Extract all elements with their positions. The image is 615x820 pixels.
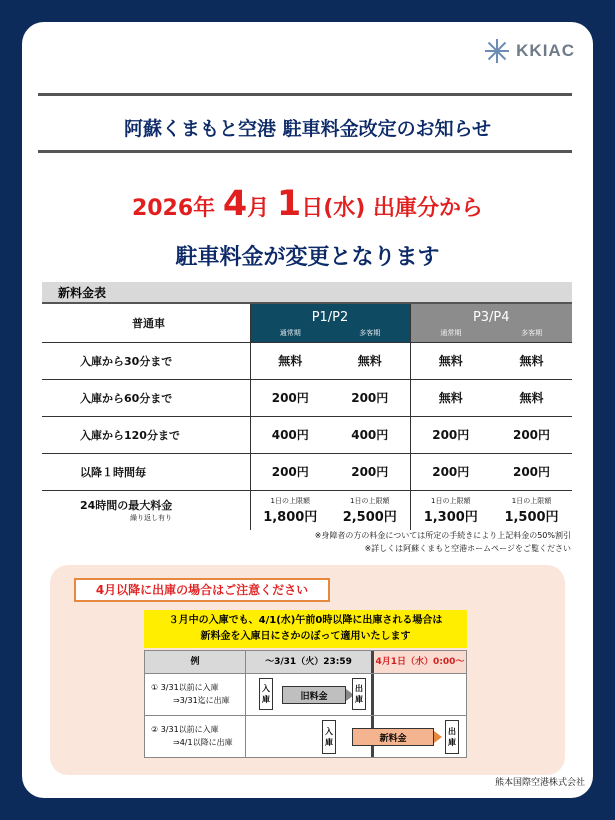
max-value: 1,500円: [504, 509, 559, 525]
fee-cell: [250, 490, 330, 530]
row-label: 以降１時間毎: [42, 453, 250, 490]
example-diagram: [144, 650, 467, 758]
section-label: [42, 282, 572, 304]
table-row-max: [42, 490, 572, 530]
divider: [245, 651, 246, 757]
logo-text: KKIAC: [516, 41, 575, 60]
fee-table: [42, 304, 572, 530]
footnote: ※身障者の方の料金については所定の手続きにより上記料金の50%割引: [314, 531, 571, 540]
company-name: 熊本国際空港株式会社: [494, 778, 585, 788]
max-caption: 1日の上限額: [511, 496, 552, 505]
fee-cell: 無料: [410, 342, 491, 379]
fee-cell: 無料: [491, 342, 572, 379]
headline-day-num: 1: [276, 184, 302, 224]
example-row-2-text: [151, 723, 233, 749]
new-fee-bar: 新料金: [352, 728, 434, 746]
fee-cell: [491, 490, 572, 530]
group-sub: 多客期: [521, 328, 543, 337]
yellow-line: 新料金を入庫日にさかのぼって適用いたします: [200, 631, 411, 642]
fee-cell: 200円: [491, 416, 572, 453]
top-rule: [38, 93, 572, 96]
group-header-p34: [410, 304, 572, 342]
example-header-before: ～3/31（火）23:59: [246, 651, 371, 673]
headline-month-unit: 月: [247, 196, 270, 221]
row-label: 入庫から120分まで: [42, 416, 250, 453]
divider: [145, 715, 466, 716]
fee-cell: 無料: [491, 379, 572, 416]
fee-cell: 200円: [410, 416, 491, 453]
row-num: ①: [151, 683, 159, 692]
max-value: 2,500円: [342, 509, 397, 525]
max-label: 24時間の最大料金: [80, 499, 173, 513]
max-value: 1,300円: [423, 509, 478, 525]
fee-cell: 200円: [250, 453, 330, 490]
headline-month-num: 4: [222, 184, 248, 224]
example-header-after: 4月1日（水）0:00～: [374, 651, 466, 673]
fee-cell: 200円: [250, 379, 330, 416]
group-name: P1/P2: [311, 309, 349, 325]
headline-day-unit: 日(水): [301, 196, 366, 221]
fee-cell: 無料: [250, 342, 330, 379]
row-label: 入庫から60分まで: [42, 379, 250, 416]
footnotes: [315, 529, 571, 555]
group-name: P3/P4: [472, 309, 510, 325]
entry-box: 入庫: [322, 720, 336, 754]
fee-cell: [330, 490, 410, 530]
fee-cell: 無料: [330, 342, 410, 379]
row-num: ②: [151, 725, 159, 734]
table-row: [42, 342, 572, 379]
exit-box: 出庫: [352, 678, 366, 710]
table-row: [42, 453, 572, 490]
fee-cell: 200円: [410, 453, 491, 490]
fee-cell: 200円: [330, 379, 410, 416]
fee-cell: 200円: [330, 453, 410, 490]
example-header-label: 例: [145, 651, 245, 673]
notice-title: 阿蘇くまもと空港 駐車料金改定のお知らせ: [123, 118, 492, 140]
headline-suffix: 出庫分から: [373, 196, 484, 221]
footnote: ※詳しくは阿蘇くまもと空港ホームページをご覧ください: [364, 544, 571, 553]
table-row: [42, 416, 572, 453]
max-value: 1,800円: [263, 509, 318, 525]
snowflake-icon: [484, 38, 510, 64]
divider: [145, 673, 466, 674]
fee-cell: 200円: [491, 453, 572, 490]
section-label-text: 新料金表: [58, 286, 107, 300]
row-line1: 3/31以前に入庫: [160, 683, 219, 692]
table-row: [42, 379, 572, 416]
fee-cell: [410, 490, 491, 530]
attention-title: 4月以降に出庫の場合はご注意ください: [74, 578, 330, 602]
bottom-rule: [38, 150, 572, 153]
max-sublabel: 繰り返し有り: [130, 514, 172, 523]
group-sub: 多客期: [359, 328, 381, 337]
example-row-1-text: [151, 681, 230, 707]
headline: [0, 184, 615, 224]
row-line2: ⇒3/31迄に出庫: [173, 696, 230, 705]
exit-box: 出庫: [445, 720, 459, 754]
row-label: 入庫から30分まで: [42, 342, 250, 379]
row-label: [42, 490, 250, 530]
max-caption: 1日の上限額: [270, 496, 310, 505]
row-line2: ⇒4/1以降に出庫: [173, 738, 233, 747]
logo: [484, 38, 575, 64]
subline: 駐車料金が変更となります: [175, 245, 440, 270]
max-caption: 1日の上限額: [350, 496, 390, 505]
fee-cell: 400円: [330, 416, 410, 453]
yellow-line: ３月中の入庫でも、4/1(水)午前0時以降に出庫される場合は: [168, 615, 443, 626]
table-header-row: [42, 304, 572, 342]
fee-cell: 400円: [250, 416, 330, 453]
table-corner: 普通車: [42, 304, 250, 342]
entry-box: 入庫: [259, 678, 273, 710]
old-fee-bar: 旧料金: [282, 686, 346, 704]
max-caption: 1日の上限額: [431, 496, 471, 505]
headline-year: 2026年: [131, 196, 216, 221]
row-line1: 3/31以前に入庫: [160, 725, 219, 734]
group-sub: 通常期: [440, 328, 462, 337]
yellow-notice: [144, 610, 467, 648]
group-sub: 通常期: [279, 328, 301, 337]
group-header-p12: [250, 304, 410, 342]
fee-cell: 無料: [410, 379, 491, 416]
arrow-icon: [434, 731, 442, 743]
